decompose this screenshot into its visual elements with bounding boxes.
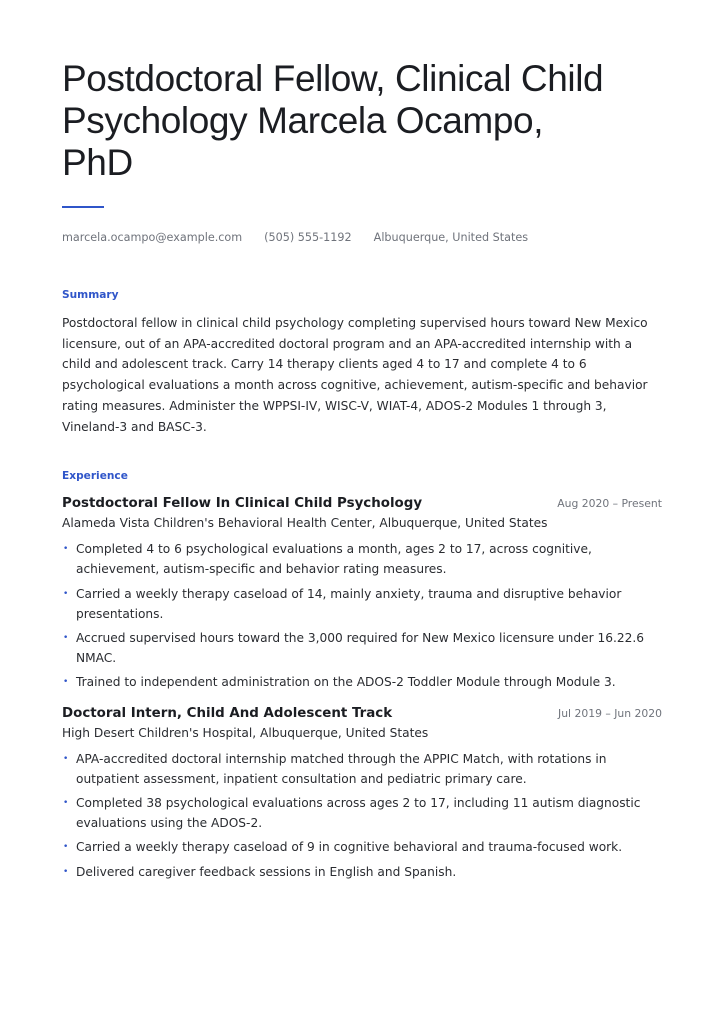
job-bullets — [62, 749, 662, 882]
contact-email[interactable]: marcela.ocampo@example.com — [62, 231, 243, 244]
list-item: • Carried a weekly therapy caseload of 14, mainly anxiety, trauma and disruptive behavior presentations. — [62, 584, 662, 624]
summary-section — [62, 288, 662, 437]
job-header — [62, 705, 662, 723]
summary-text: Postdoctoral fellow in clinical child psychology completing supervised hours toward New Mexico licensure, out of an APA-accredited doctoral program and an APA-accredited internship with a child and adolescent track. Carry 14 therapy clients aged 4 to 17 and complete 4 to 6 psychological evaluations a month across cognitive, achievement, autism-specific and behavior rating measures. Administer the WPPSI-IV, WISC-V, WIAT-4, ADOS-2 Modules 1 through 3, Vineland-3 and BASC-3. — [62, 316, 648, 434]
job-organization: Alameda Vista Children's Behavioral Health Center, Albuquerque, United States — [62, 516, 548, 531]
list-item: • Trained to independent administration on the ADOS-2 Toddler Module through Module 3. — [62, 672, 662, 692]
job-title: Postdoctoral Fellow In Clinical Child Psychology — [62, 496, 423, 512]
job-header — [62, 495, 662, 513]
experience-heading: Experience — [62, 470, 128, 483]
list-item: • Completed 4 to 6 psychological evaluations a month, ages 2 to 17, across cognitive, achievement, autism-specific and behavior rating measures. — [62, 539, 662, 579]
contact-phone[interactable]: (505) 555-1192 — [264, 231, 352, 244]
page-title: Postdoctoral Fellow, Clinical Child Psychology Marcela Ocampo, PhD — [62, 58, 604, 183]
summary-heading: Summary — [62, 289, 119, 301]
contact-location: Albuquerque, United States — [373, 231, 529, 244]
list-item: • APA-accredited doctoral internship matched through the APPIC Match, with rotations in outpatient assessment, inpatient consultation and pediatric primary care. — [62, 749, 662, 789]
job-title: Doctoral Intern, Child And Adolescent Track — [62, 705, 393, 721]
experience-section — [62, 469, 662, 882]
job-entry — [62, 495, 662, 692]
job-dates: Aug 2020 – Present — [557, 497, 662, 511]
contact-line — [62, 231, 662, 245]
job-bullets — [62, 539, 662, 692]
list-item: • Accrued supervised hours toward the 3,000 required for New Mexico licensure under 16.22.6 NMAC. — [62, 628, 662, 668]
list-item: • Carried a weekly therapy caseload of 9 in cognitive behavioral and trauma-focused work. — [62, 837, 662, 857]
list-item: • Completed 38 psychological evaluations across ages 2 to 17, including 11 autism diagnostic evaluations using the ADOS-2. — [62, 793, 662, 833]
list-item: • Delivered caregiver feedback sessions in English and Spanish. — [62, 862, 662, 882]
job-organization: High Desert Children's Hospital, Albuquerque, United States — [62, 725, 429, 740]
job-entry — [62, 705, 662, 882]
accent-divider — [62, 206, 104, 208]
job-dates: Jul 2019 – Jun 2020 — [558, 706, 662, 720]
